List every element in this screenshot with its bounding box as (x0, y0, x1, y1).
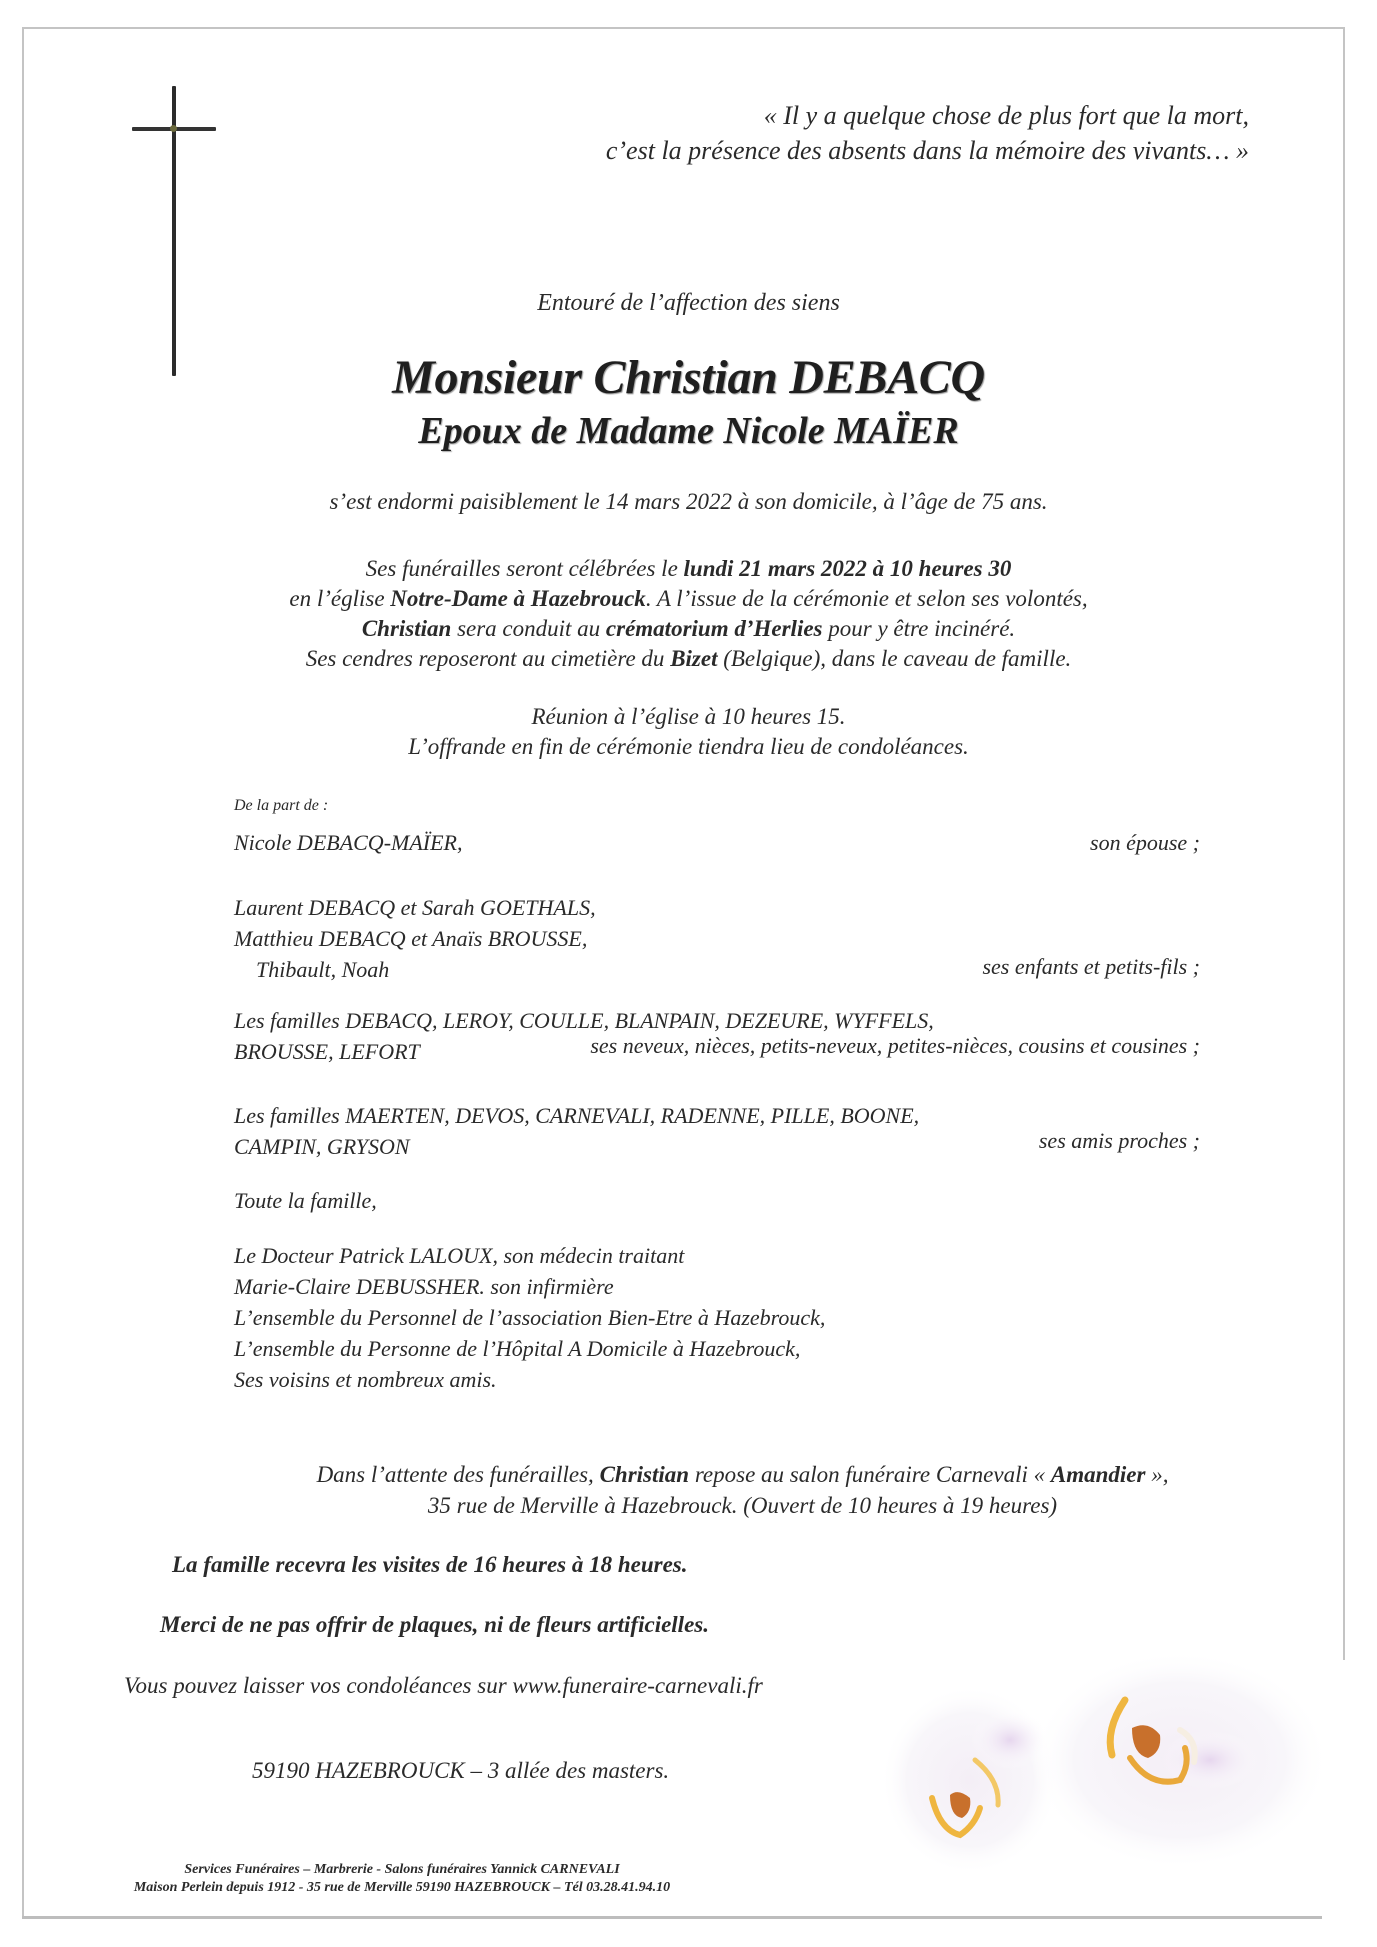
funeral-home-footer (0, 1861, 804, 1897)
mourner-line: L’ensemble du Personne de l’Hôpital A Domicile à Hazebrouck, (234, 1336, 801, 1361)
page-border-right (1343, 27, 1345, 1660)
mourner-line: Le Docteur Patrick LALOUX, son médecin traitant (234, 1243, 685, 1268)
family-relation: ses enfants et petits-fils ; (982, 954, 1200, 979)
funeral-details (0, 554, 1377, 674)
family-names: Nicole DEBACQ-MAÏER, (234, 830, 463, 855)
family-names: Laurent DEBACQ et Sarah GOETHALS, (234, 895, 596, 920)
church-name: Notre-Dame à Hazebrouck (390, 586, 646, 611)
cross-center (170, 125, 177, 132)
grandchildren-names: Thibault, Noah (256, 957, 390, 982)
epigraph-line-2: c’est la présence des absents dans la mémoire des vivants… » (605, 136, 1249, 165)
reunion-info (0, 702, 1377, 762)
spouse-line: Epoux de Madame Nicole MAÏER (418, 410, 959, 452)
funeral-text: sera conduit au (451, 616, 606, 641)
epigraph (606, 98, 1249, 168)
first-name: Christian (599, 1462, 690, 1487)
funeral-text: (Belgique), dans le caveau de famille. (717, 646, 1072, 671)
whole-family: Toute la famille, (234, 1188, 377, 1213)
funeral-text: . A l’issue de la cérémonie et selon ses volontés, (645, 586, 1088, 611)
family-names: Les familles DEBACQ, LEROY, COULLE, BLANPAIN, DEZEURE, WYFFELS, (234, 1008, 934, 1033)
latin-cross-icon (132, 86, 216, 382)
page-border-bottom (22, 1916, 1322, 1919)
from-label: De la part de : (234, 797, 329, 814)
family-relation: son épouse ; (1090, 830, 1200, 855)
funeral-text: en l’église (289, 586, 391, 611)
salon-room-name: Amandier (1050, 1462, 1146, 1487)
salon-line-1 (108, 1459, 1377, 1490)
reunion-line-1: Réunion à l’église à 10 heures 15. (531, 704, 846, 729)
salon-info (0, 1459, 1377, 1521)
orchid-flowers-image (880, 1590, 1340, 1890)
mourner-line: L’ensemble du Personnel de l’association Bien-Etre à Hazebrouck, (234, 1305, 826, 1330)
family-friends (234, 1100, 919, 1162)
family-names: CAMPIN, GRYSON (234, 1134, 410, 1159)
family-names: BROUSSE, LEFORT (234, 1039, 420, 1064)
funeral-text: Ses funérailles seront célébrées le (365, 556, 684, 581)
deceased-name: Monsieur Christian DEBACQ (392, 351, 985, 404)
death-notice: s’est endormi paisiblement le 14 mars 2022 à son domicile, à l’âge de 75 ans. (329, 489, 1048, 514)
funeral-line-3 (0, 614, 1377, 644)
funeral-line-2 (0, 584, 1377, 614)
salon-text: repose au salon funéraire Carnevali « (689, 1462, 1051, 1487)
page-border-top (22, 27, 1345, 29)
other-mourners (234, 1240, 825, 1395)
visits-info: La famille recevra les visites de 16 heures à 18 heures. (172, 1552, 688, 1577)
family-relation: ses neveux, nièces, petits-neveux, petites-nièces, cousins et cousines ; (590, 1033, 1200, 1058)
cemetery-name: Bizet (670, 646, 718, 671)
funeral-line-1 (0, 554, 1377, 584)
reunion-line-2: L’offrande en fin de cérémonie tiendra lieu de condoléances. (408, 734, 969, 759)
crematorium-name: crématorium d’Herlies (605, 616, 823, 641)
funeral-text: pour y être incinéré. (822, 616, 1016, 641)
epigraph-line-1: « Il y a quelque chose de plus fort que la mort, (763, 101, 1249, 130)
first-name: Christian (361, 616, 452, 641)
salon-text: Dans l’attente des funérailles, (316, 1462, 600, 1487)
condolences-website[interactable]: Vous pouvez laisser vos condoléances sur www.funeraire-carnevali.fr (124, 1673, 763, 1698)
mourner-line: Ses voisins et nombreux amis. (234, 1367, 497, 1392)
family-children (234, 892, 596, 985)
salon-text: », (1145, 1462, 1169, 1487)
mourner-line: Marie-Claire DEBUSSHER. son infirmière (234, 1274, 614, 1299)
funeral-date: lundi 21 mars 2022 à 10 heures 30 (683, 556, 1012, 581)
family-names: Les familles MAERTEN, DEVOS, CARNEVALI, RADENNE, PILLE, BOONE, (234, 1103, 920, 1128)
footer-line-2: Maison Perlein depuis 1912 - 35 rue de Merville 59190 HAZEBROUCK – Tél 03.28.41.94.10 (133, 1880, 671, 1895)
family-relation: ses amis proches ; (1038, 1128, 1200, 1153)
intro-line: Entouré de l’affection des siens (537, 290, 840, 316)
funeral-text: Ses cendres reposeront au cimetière du (305, 646, 671, 671)
funeral-line-4 (0, 644, 1377, 674)
no-flowers-note: Merci de ne pas offrir de plaques, ni de fleurs artificielles. (160, 1612, 709, 1637)
salon-line-2: 35 rue de Merville à Hazebrouck. (Ouvert de 10 heures à 19 heures) (427, 1493, 1058, 1518)
family-spouse (234, 830, 1200, 856)
family-names: Matthieu DEBACQ et Anaïs BROUSSE, (234, 926, 588, 951)
footer-line-1: Services Funéraires – Marbrerie - Salons funéraires Yannick CARNEVALI (184, 1862, 620, 1877)
family-address: 59190 HAZEBROUCK – 3 allée des masters. (252, 1758, 670, 1783)
